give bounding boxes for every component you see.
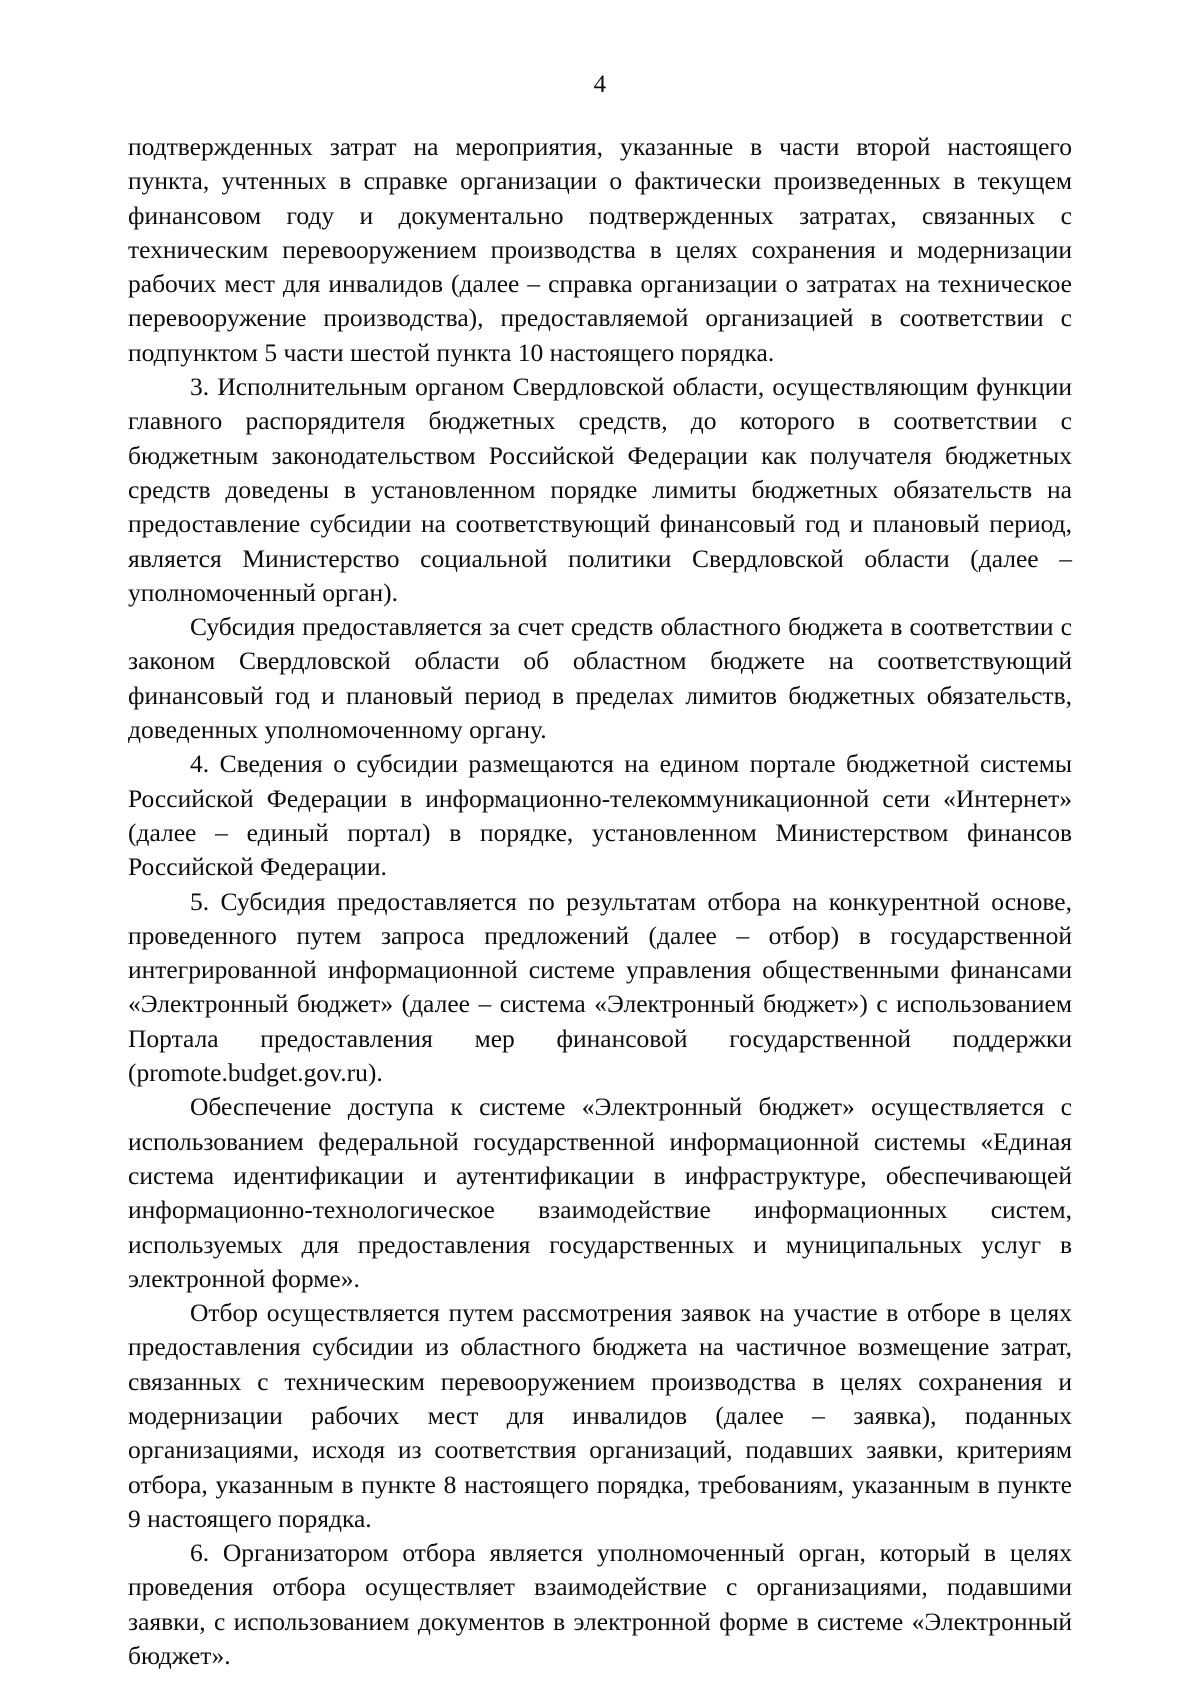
paragraph-access: Обеспечение доступа к системе «Электронный бюджет» осуществляется с использованием федеральной государственной информационной системы «Единая система идентификации и аутентификации в инфраструктуре, обеспечивающей информационно-технологическое взаимодействие информационных систем, используемых для предоставления государственных и муниципальных услуг в электронной форме». bbox=[128, 1092, 1072, 1293]
document-body bbox=[128, 130, 1072, 1673]
paragraph-selection: Отбор осуществляется путем рассмотрения заявок на участие в отборе в целях предоставления субсидии из областного бюджета на частичное возмещение затрат, связанных с техническим перевооружением производства в целях сохранения и модернизации рабочих мест для инвалидов (далее – заявка), поданных организациями, исходя из соответствия организаций, подавших заявки, критериям отбора, указанным в пункте 8 настоящего порядка, требованиям, указанным в пункте 9 настоящего порядка. bbox=[128, 1298, 1072, 1533]
paragraph-item-5: 5. Субсидия предоставляется по результатам отбора на конкурентной основе, проведенного путем запроса предложений (далее – отбор) в государственной интегрированной информационной системе управления общественными финансами «Электронный бюджет» (далее – система «Электронный бюджет») с использованием Портала предоставления мер финансовой государственной поддержки (promote.budget.gov.ru). bbox=[128, 886, 1072, 1088]
paragraph-item-6: 6. Организатором отбора является уполномоченный орган, который в целях проведения отбора осуществляет взаимодействие с организациями, подавшими заявки, с использованием документов в электронной форме в системе «Электронный бюджет». bbox=[128, 1538, 1072, 1671]
paragraph-subsidy-source: Субсидия предоставляется за счет средств областного бюджета в соответствии с законом Свердловской области об областном бюджете на соответствующий финансовый год и плановый период в пределах лимитов бюджетных обязательств, доведенных уполномоченному органу. bbox=[128, 612, 1072, 745]
paragraph-continued: подтвержденных затрат на мероприятия, указанные в части второй настоящего пункта, учтенных в справке организации о фактически произведенных в текущем финансовом году и документально подтвержденных затратах, связанных с техническим перевооружением производства в целях сохранения и модернизации рабочих мест для инвалидов (далее – справка организации о затратах на техническое перевооружение производства), предоставляемой организацией в соответствии с подпунктом 5 части шестой пункта 10 настоящего порядка. bbox=[128, 132, 1072, 367]
page-number: 4 bbox=[593, 71, 607, 98]
paragraph-item-4: 4. Сведения о субсидии размещаются на едином портале бюджетной системы Российской Федерации в информационно-телекоммуникационной сети «Интернет» (далее – единый портал) в порядке, установленном Министерством финансов Российской Федерации. bbox=[128, 749, 1072, 882]
paragraph-item-3: 3. Исполнительным органом Свердловской области, осуществляющим функции главного распорядителя бюджетных средств, до которого в соответствии с бюджетным законодательством Российской Федерации как получателя бюджетных средств доведены в установленном порядке лимиты бюджетных обязательств на предоставление субсидии на соответствующий финансовый год и плановый период, является Министерство социальной политики Свердловской области (далее – уполномоченный орган). bbox=[128, 372, 1072, 607]
